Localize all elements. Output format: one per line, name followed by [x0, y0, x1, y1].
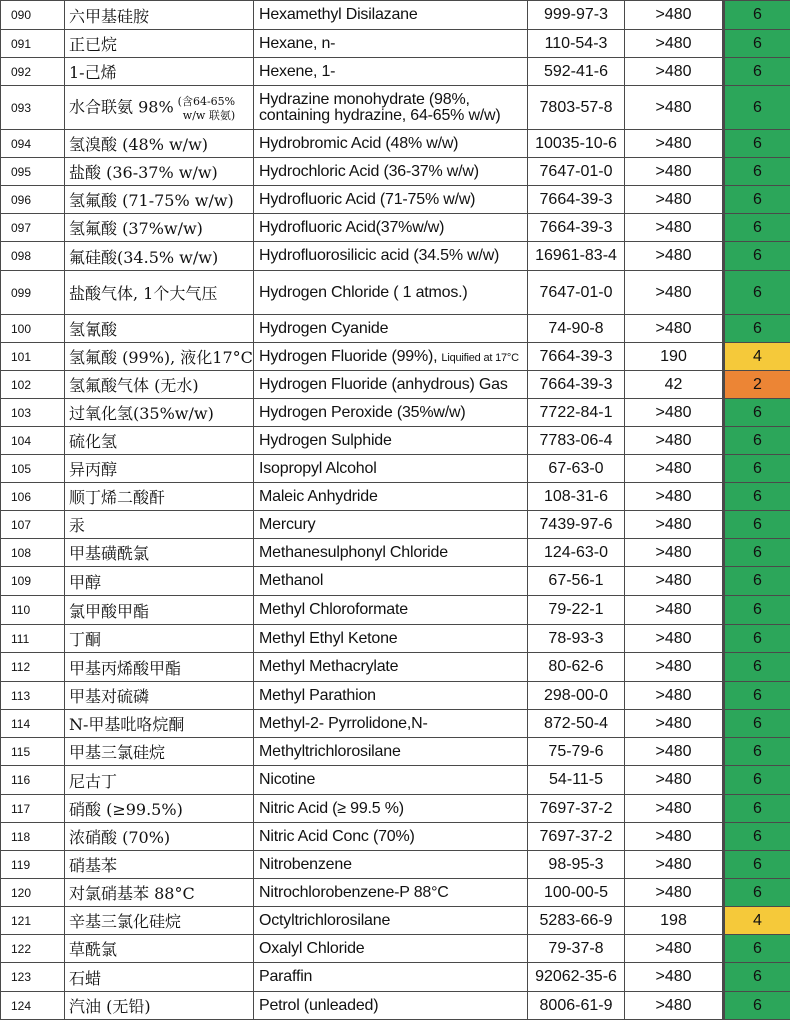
cas-number: 100-00-5 [528, 879, 625, 907]
english-name: Petrol (unleaded) [254, 992, 528, 1020]
table-row [1, 879, 790, 907]
english-name: Methyl Methacrylate [254, 653, 528, 682]
table-row [1, 935, 790, 963]
breakthrough-time: >480 [625, 1, 724, 30]
chinese-name: 氟硅酸(34.5% w/w) [65, 242, 254, 271]
english-name: Hydrogen Fluoride (anhydrous) Gas [254, 371, 528, 399]
row-number: 105 [1, 455, 65, 483]
row-number: 116 [1, 766, 65, 795]
english-name-note: Liquified at 17°C [441, 351, 519, 364]
protection-level-badge: 6 [724, 271, 790, 315]
cas-number: 7664-39-3 [528, 343, 625, 371]
breakthrough-time: >480 [625, 625, 724, 653]
table-row [1, 427, 790, 455]
protection-level-badge: 6 [724, 625, 790, 653]
cas-number: 872-50-4 [528, 710, 625, 738]
row-number: 092 [1, 58, 65, 86]
breakthrough-time: >480 [625, 992, 724, 1020]
protection-level-badge: 6 [724, 710, 790, 738]
breakthrough-time: >480 [625, 483, 724, 511]
cas-number: 592-41-6 [528, 58, 625, 86]
breakthrough-time: >480 [625, 935, 724, 963]
row-number: 098 [1, 242, 65, 271]
chinese-name: 氢氟酸气体 (无水) [65, 371, 254, 399]
table-row [1, 1, 790, 30]
english-name: Oxalyl Chloride [254, 935, 528, 963]
table-row [1, 483, 790, 511]
chinese-name-text: 水合联氨 98% [69, 97, 174, 116]
note-line-1: (含64-65% [177, 94, 236, 108]
breakthrough-time: >480 [625, 214, 724, 242]
row-number: 109 [1, 567, 65, 596]
english-name: Methyl Parathion [254, 682, 528, 710]
breakthrough-time: >480 [625, 30, 724, 58]
cas-number: 108-31-6 [528, 483, 625, 511]
english-name: Methyl-2- Pyrrolidone,N- [254, 710, 528, 738]
cas-number: 7803-57-8 [528, 86, 625, 130]
breakthrough-time: >480 [625, 242, 724, 271]
table-row [1, 214, 790, 242]
row-number: 101 [1, 343, 65, 371]
breakthrough-time: >480 [625, 511, 724, 539]
english-name: Hydrofluoric Acid (71-75% w/w) [254, 186, 528, 214]
row-number: 110 [1, 596, 65, 625]
english-name: Methanesulphonyl Chloride [254, 539, 528, 567]
english-name: Octyltrichlorosilane [254, 907, 528, 935]
chinese-name: N-甲基吡咯烷酮 [65, 710, 254, 738]
chinese-name: 甲基对硫磷 [65, 682, 254, 710]
breakthrough-time: >480 [625, 963, 724, 992]
chinese-name: 氢氟酸 (37%w/w) [65, 214, 254, 242]
protection-level-badge: 6 [724, 738, 790, 766]
chinese-name: 氯甲酸甲酯 [65, 596, 254, 625]
cas-number: 79-37-8 [528, 935, 625, 963]
english-name: Hydrogen Cyanide [254, 315, 528, 343]
chinese-name: 汞 [65, 511, 254, 539]
cas-number: 999-97-3 [528, 1, 625, 30]
table-row [1, 710, 790, 738]
table-row [1, 596, 790, 625]
cas-number: 7664-39-3 [528, 214, 625, 242]
breakthrough-time: >480 [625, 399, 724, 427]
english-name: Hexane, n- [254, 30, 528, 58]
english-name: Mercury [254, 511, 528, 539]
row-number: 108 [1, 539, 65, 567]
cas-number: 124-63-0 [528, 539, 625, 567]
cas-number: 79-22-1 [528, 596, 625, 625]
row-number: 113 [1, 682, 65, 710]
table-row [1, 315, 790, 343]
row-number: 100 [1, 315, 65, 343]
row-number: 097 [1, 214, 65, 242]
protection-level-badge: 6 [724, 399, 790, 427]
english-name: Hydrogen Peroxide (35%w/w) [254, 399, 528, 427]
protection-level-badge: 6 [724, 879, 790, 907]
english-name: Hexene, 1- [254, 58, 528, 86]
breakthrough-time: >480 [625, 738, 724, 766]
table-row [1, 511, 790, 539]
breakthrough-time: 42 [625, 371, 724, 399]
cas-number: 78-93-3 [528, 625, 625, 653]
protection-level-badge: 6 [724, 539, 790, 567]
breakthrough-time: >480 [625, 427, 724, 455]
english-name: Hydrogen Sulphide [254, 427, 528, 455]
row-number: 123 [1, 963, 65, 992]
row-number: 090 [1, 1, 65, 30]
protection-level-badge: 6 [724, 567, 790, 596]
protection-level-badge: 6 [724, 935, 790, 963]
table-row [1, 86, 790, 130]
breakthrough-time: >480 [625, 158, 724, 186]
cas-number: 10035-10-6 [528, 130, 625, 158]
row-number: 119 [1, 851, 65, 879]
protection-level-badge: 6 [724, 851, 790, 879]
cas-number: 7647-01-0 [528, 158, 625, 186]
row-number: 093 [1, 86, 65, 130]
cas-number: 7697-37-2 [528, 795, 625, 823]
row-number: 106 [1, 483, 65, 511]
row-number: 124 [1, 992, 65, 1020]
english-name: Hydrobromic Acid (48% w/w) [254, 130, 528, 158]
cas-number: 92062-35-6 [528, 963, 625, 992]
table-row [1, 851, 790, 879]
protection-level-badge: 6 [724, 242, 790, 271]
chinese-name: 辛基三氯化硅烷 [65, 907, 254, 935]
protection-level-badge: 6 [724, 682, 790, 710]
chinese-name: 1-己烯 [65, 58, 254, 86]
protection-level-badge: 6 [724, 86, 790, 130]
row-number: 096 [1, 186, 65, 214]
chinese-name: 甲基丙烯酸甲酯 [65, 653, 254, 682]
breakthrough-time: >480 [625, 851, 724, 879]
note-line-2: w/w 联氨) [182, 108, 236, 122]
english-name: Hydrofluorosilicic acid (34.5% w/w) [254, 242, 528, 271]
table-row [1, 795, 790, 823]
cas-number: 7664-39-3 [528, 186, 625, 214]
breakthrough-time: >480 [625, 315, 724, 343]
cas-number: 67-63-0 [528, 455, 625, 483]
breakthrough-time: >480 [625, 539, 724, 567]
table-row [1, 907, 790, 935]
row-number: 104 [1, 427, 65, 455]
english-name: Nitrobenzene [254, 851, 528, 879]
table-row [1, 399, 790, 427]
row-number: 107 [1, 511, 65, 539]
chinese-name: 甲基磺酰氯 [65, 539, 254, 567]
cas-number: 8006-61-9 [528, 992, 625, 1020]
table-row [1, 58, 790, 86]
table-row [1, 130, 790, 158]
table-row [1, 186, 790, 214]
breakthrough-time: >480 [625, 186, 724, 214]
chinese-name: 浓硝酸 (70%) [65, 823, 254, 851]
table-row [1, 455, 790, 483]
table-row [1, 539, 790, 567]
chinese-name: 对氯硝基苯 88°C [65, 879, 254, 907]
chinese-name: 石蜡 [65, 963, 254, 992]
breakthrough-time: >480 [625, 86, 724, 130]
chinese-name: 盐酸气体, 1个大气压 [65, 271, 254, 315]
english-name: Nitric Acid (≥ 99.5 %) [254, 795, 528, 823]
english-name: Hydrazine monohydrate (98%, containing hydrazine, 64-65% w/w) [254, 86, 528, 130]
chinese-name: 尼古丁 [65, 766, 254, 795]
row-number: 118 [1, 823, 65, 851]
protection-level-badge: 6 [724, 427, 790, 455]
chinese-name-note [178, 94, 235, 122]
breakthrough-time: >480 [625, 567, 724, 596]
table-row [1, 30, 790, 58]
cas-number: 98-95-3 [528, 851, 625, 879]
table-row [1, 343, 790, 371]
english-name: Nicotine [254, 766, 528, 795]
chinese-name: 氢氟酸 (99%), 液化17°C [65, 343, 254, 371]
breakthrough-time: >480 [625, 710, 724, 738]
breakthrough-time: >480 [625, 271, 724, 315]
protection-level-badge: 6 [724, 58, 790, 86]
cas-number: 298-00-0 [528, 682, 625, 710]
row-number: 099 [1, 271, 65, 315]
table-row [1, 242, 790, 271]
english-name: Methyltrichlorosilane [254, 738, 528, 766]
chinese-name: 硝基苯 [65, 851, 254, 879]
chinese-name: 正已烷 [65, 30, 254, 58]
protection-level-badge: 6 [724, 158, 790, 186]
protection-level-badge: 6 [724, 596, 790, 625]
row-number: 121 [1, 907, 65, 935]
english-name: Hydrochloric Acid (36-37% w/w) [254, 158, 528, 186]
table-body [1, 1, 790, 1020]
protection-level-badge: 6 [724, 823, 790, 851]
protection-level-badge: 4 [724, 343, 790, 371]
protection-level-badge: 6 [724, 1, 790, 30]
chinese-name: 盐酸 (36-37% w/w) [65, 158, 254, 186]
english-name: Hydrogen Chloride ( 1 atmos.) [254, 271, 528, 315]
cas-number: 7647-01-0 [528, 271, 625, 315]
table-row [1, 963, 790, 992]
cas-number: 75-79-6 [528, 738, 625, 766]
breakthrough-time: 190 [625, 343, 724, 371]
breakthrough-time: >480 [625, 653, 724, 682]
chinese-name: 氢氰酸 [65, 315, 254, 343]
cas-number: 7697-37-2 [528, 823, 625, 851]
chinese-name: 氢溴酸 (48% w/w) [65, 130, 254, 158]
english-name: Methyl Ethyl Ketone [254, 625, 528, 653]
protection-level-badge: 6 [724, 992, 790, 1020]
cas-number: 7664-39-3 [528, 371, 625, 399]
row-number: 095 [1, 158, 65, 186]
breakthrough-time: >480 [625, 879, 724, 907]
cas-number: 110-54-3 [528, 30, 625, 58]
protection-level-badge: 6 [724, 315, 790, 343]
table-row [1, 823, 790, 851]
table-row [1, 738, 790, 766]
cas-number: 54-11-5 [528, 766, 625, 795]
chinese-name: 硫化氢 [65, 427, 254, 455]
chinese-name: 甲基三氯硅烷 [65, 738, 254, 766]
protection-level-badge: 6 [724, 455, 790, 483]
protection-level-badge: 6 [724, 483, 790, 511]
protection-level-badge: 6 [724, 30, 790, 58]
cas-number: 7722-84-1 [528, 399, 625, 427]
chinese-name: 丁酮 [65, 625, 254, 653]
breakthrough-time: >480 [625, 596, 724, 625]
cas-number: 7783-06-4 [528, 427, 625, 455]
chinese-name: 顺丁烯二酸酐 [65, 483, 254, 511]
breakthrough-time: >480 [625, 58, 724, 86]
table-row [1, 653, 790, 682]
english-name: Maleic Anhydride [254, 483, 528, 511]
chinese-name: 甲醇 [65, 567, 254, 596]
cas-number: 7439-97-6 [528, 511, 625, 539]
protection-level-badge: 6 [724, 511, 790, 539]
table-row [1, 992, 790, 1020]
english-name: Methanol [254, 567, 528, 596]
row-number: 120 [1, 879, 65, 907]
breakthrough-time: >480 [625, 795, 724, 823]
row-number: 111 [1, 625, 65, 653]
english-name: Paraffin [254, 963, 528, 992]
cas-number: 5283-66-9 [528, 907, 625, 935]
row-number: 112 [1, 653, 65, 682]
row-number: 122 [1, 935, 65, 963]
chinese-name [65, 86, 254, 130]
protection-level-badge: 6 [724, 214, 790, 242]
breakthrough-time: >480 [625, 766, 724, 795]
row-number: 091 [1, 30, 65, 58]
english-name: Nitrochlorobenzene-P 88°C [254, 879, 528, 907]
breakthrough-time: >480 [625, 823, 724, 851]
row-number: 117 [1, 795, 65, 823]
row-number: 114 [1, 710, 65, 738]
breakthrough-time: >480 [625, 682, 724, 710]
table-row [1, 271, 790, 315]
english-name: Methyl Chloroformate [254, 596, 528, 625]
english-name: Hexamethyl Disilazane [254, 1, 528, 30]
cas-number: 74-90-8 [528, 315, 625, 343]
row-number: 102 [1, 371, 65, 399]
chinese-name: 汽油 (无铅) [65, 992, 254, 1020]
chinese-name: 硝酸 (≥99.5%) [65, 795, 254, 823]
protection-level-badge: 6 [724, 766, 790, 795]
table-row [1, 682, 790, 710]
breakthrough-time: 198 [625, 907, 724, 935]
english-name: Nitric Acid Conc (70%) [254, 823, 528, 851]
cas-number: 67-56-1 [528, 567, 625, 596]
protection-level-badge: 6 [724, 795, 790, 823]
chinese-name: 异丙醇 [65, 455, 254, 483]
chinese-name: 草酰氯 [65, 935, 254, 963]
english-name: Isopropyl Alcohol [254, 455, 528, 483]
protection-level-badge: 6 [724, 653, 790, 682]
row-number: 094 [1, 130, 65, 158]
row-number: 115 [1, 738, 65, 766]
table-row [1, 766, 790, 795]
table-row [1, 158, 790, 186]
table-row [1, 625, 790, 653]
protection-level-badge: 2 [724, 371, 790, 399]
row-number: 103 [1, 399, 65, 427]
english-name [254, 343, 528, 371]
english-name: Hydrofluoric Acid(37%w/w) [254, 214, 528, 242]
protection-level-badge: 6 [724, 963, 790, 992]
table-row [1, 371, 790, 399]
breakthrough-time: >480 [625, 130, 724, 158]
chinese-name: 六甲基硅胺 [65, 1, 254, 30]
cas-number: 80-62-6 [528, 653, 625, 682]
protection-level-badge: 6 [724, 186, 790, 214]
breakthrough-time: >480 [625, 455, 724, 483]
cas-number: 16961-83-4 [528, 242, 625, 271]
english-name-text: Hydrogen Fluoride (99%), [259, 347, 438, 365]
table-row [1, 567, 790, 596]
protection-level-badge: 6 [724, 130, 790, 158]
chinese-name: 氢氟酸 (71-75% w/w) [65, 186, 254, 214]
chinese-name: 过氧化氢(35%w/w) [65, 399, 254, 427]
protection-level-badge: 4 [724, 907, 790, 935]
